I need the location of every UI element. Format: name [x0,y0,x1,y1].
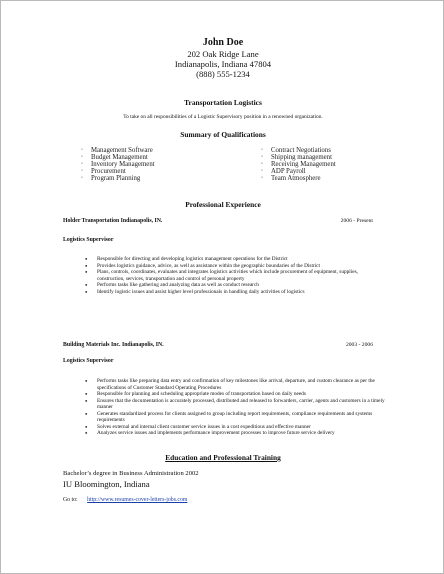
experience-heading: Professional Experience [185,200,261,209]
website-link[interactable]: http://www.resumes-cover-letters-jobs.com [87,497,188,503]
job-duties-list [85,378,385,437]
education-heading: Education and Professional Training [165,453,281,462]
job-duties-list [85,256,385,295]
duty-item: ● Responsible for directing and developing logistics management operations for the District [85,256,385,263]
skill-item: ◦ Program Planning [81,175,155,182]
degree-line: Bachelor’s degree in Business Administration 2002 [63,470,199,477]
skills-list-right [261,147,336,182]
school-line: IU Bloomington, Indiana [63,479,150,489]
job-role: Logistics Supervisor [63,237,114,243]
skill-item: ◦ Contract Negotiations [261,147,336,154]
job-dates: 2006 - Present [340,218,373,224]
duty-item: ● Provides logistics guidance, advice, as well as assistance within the geographic boundaries of the District [85,263,385,270]
skill-item: ◦ Budget Management [81,154,155,161]
skill-item: ◦ Shipping management [261,154,336,161]
job-role: Logistics Supervisor [63,358,114,364]
objective-text: To take on all responsibilities of a Logistic Supervisory position in a renowned organization. [123,114,323,120]
duty-item: ● Generates standardized process for clients assigned to group including report requirements, compliance requirements and systems requirements [85,411,385,424]
applicant-name: John Doe [202,37,244,48]
skill-item: ◦ Management Software [81,147,155,154]
duty-item: ● Performs tasks like preparing data entry and confirmation of key milestones like arrival, departure, and custom clearance as per the specifications of Customer Standard Operating Procedures [85,378,385,391]
duty-item: ● Ensures that the documentation is accurately processed, distributed and released to forwarders, carrier, agents and customers in a timely manner [85,398,385,411]
phone-line: (888) 555-1234 [196,69,250,79]
summary-heading: Summary of Qualifications [180,130,266,139]
skills-list-left [81,147,155,182]
skill-item: ◦ ADP Payroll [261,168,336,175]
skill-item: ◦ Receiving Management [261,161,336,168]
duty-item: ● Analyzes service issues and implements performance improvement processes to improve future service delivery [85,430,385,437]
duty-item: ● Identify logistic issues and assist higher level professionals in handling daily activities of logistics [85,289,385,296]
skill-item: ◦ Team Atmosphere [261,175,336,182]
skill-item: ◦ Procurement [81,168,155,175]
goto-label: Go to: [63,497,78,503]
job-company: Holder Transportation Indianapolis, IN. [63,218,163,224]
job-company: Building Materials Inc. Indianapolis, IN. [63,342,164,348]
duty-item: ● Responsible for planning and scheduling appropriate modes of transportation based on daily needs [85,391,385,398]
job-dates: 2003 - 2006 [345,342,373,348]
footer-goto [63,497,187,503]
address-line: 202 Oak Ridge Lane [187,49,259,59]
duty-item: ● Solves external and internal client customer service issues in a cost expeditious and effective manner [85,424,385,431]
duty-item: ● Plans, controls, coordinates, evaluates and integrates logistics activities which include procurement of equipment, supplies, construction, services, transportation and control of personal property [85,269,385,282]
skill-item: ◦ Inventory Management [81,161,155,168]
duty-item: ● Performs tasks like gathering and analyzing data as well as conduct research [85,282,385,289]
city-line: Indianapolis, Indiana 47804 [174,59,272,69]
job-title-heading: Transportation Logistics [184,98,262,107]
